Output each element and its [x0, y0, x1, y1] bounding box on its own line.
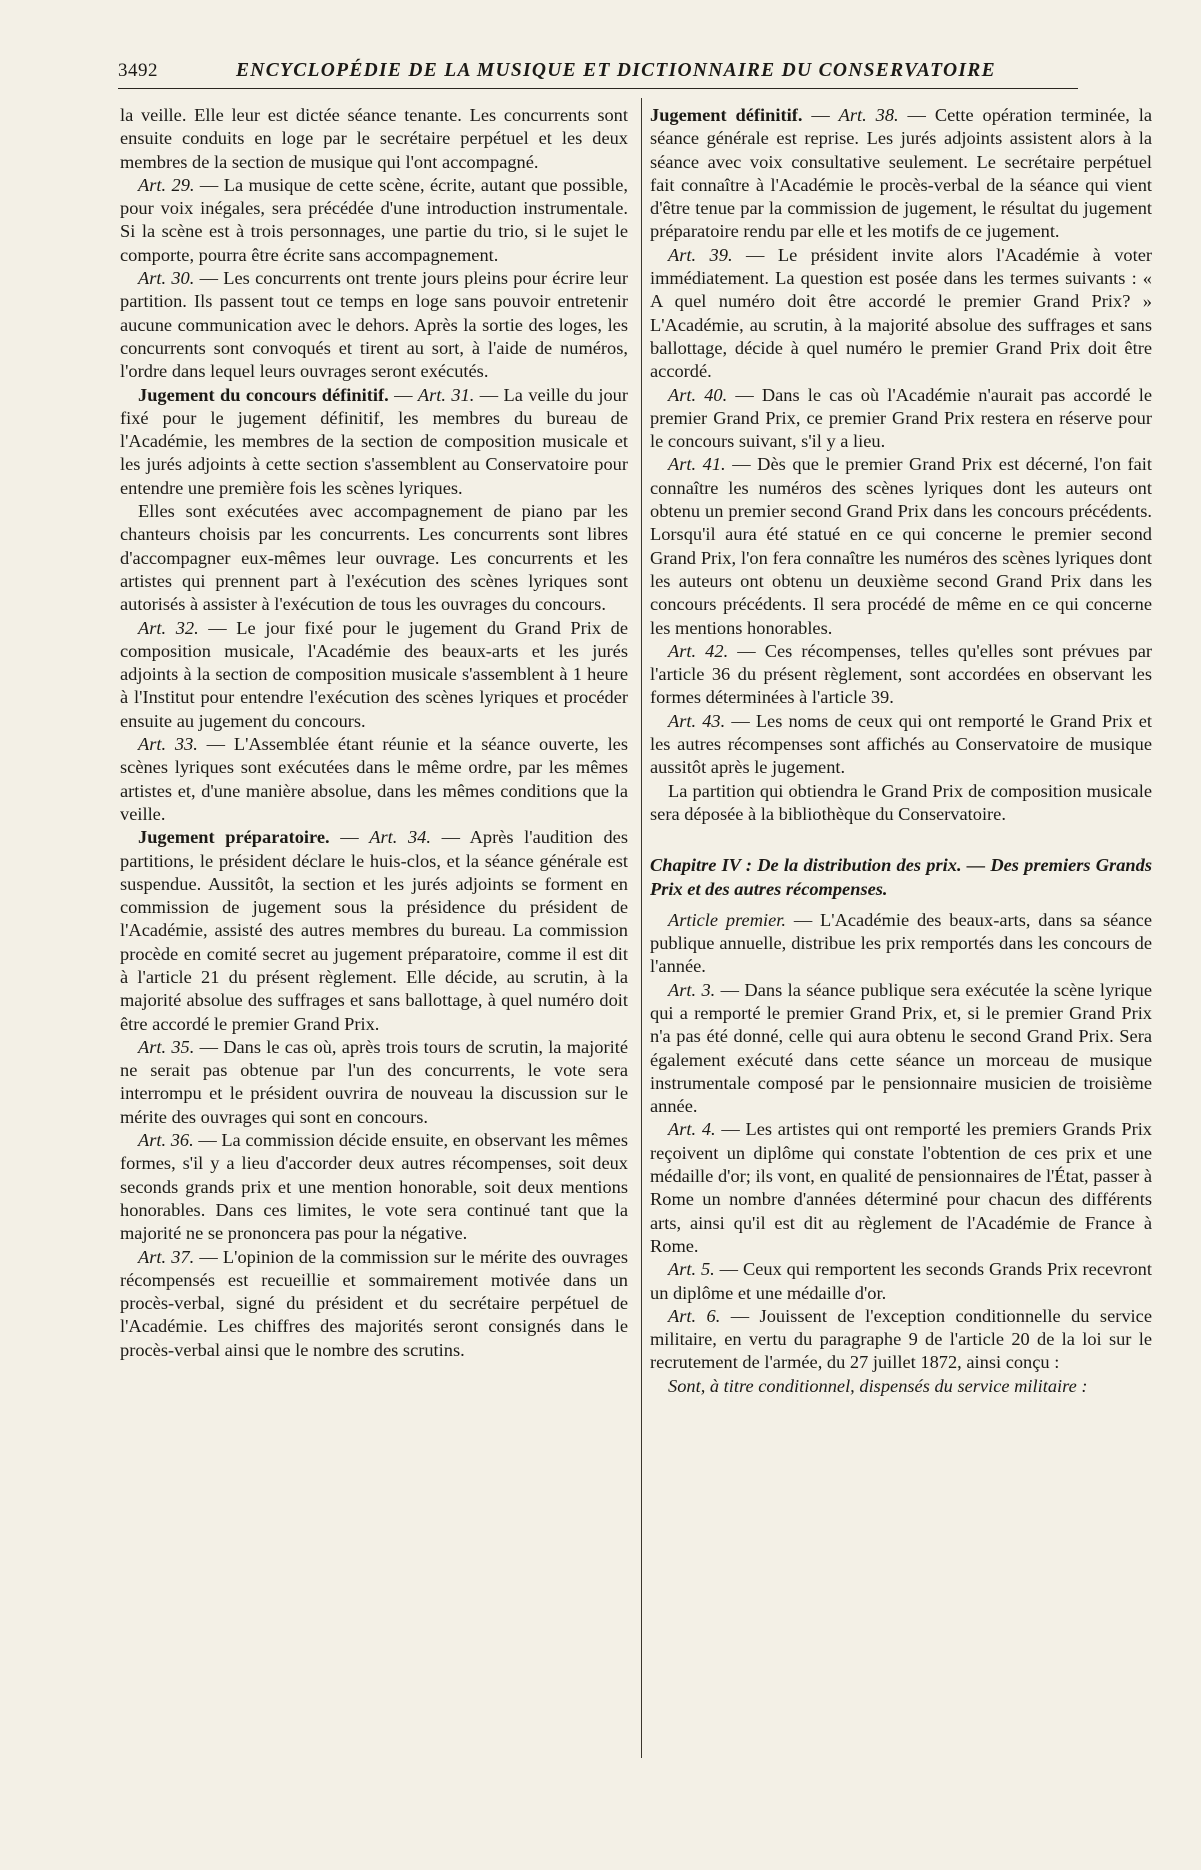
article-label: Art. 30. — [138, 268, 195, 289]
running-head: ENCYCLOPÉDIE DE LA MUSIQUE ET DICTIONNAIRE DU CONSERVATOIRE — [236, 60, 996, 81]
article-text: — Ceux qui remportent les seconds Grands Prix recevront un diplôme et une médaille d'or. — [650, 1259, 1152, 1303]
paragraph — [650, 384, 1152, 454]
article-text: — Les concurrents ont trente jours pleins pour écrire leur partition. Ils passent tout ce temps en loge sans pouvoir entretenir aucune communication avec le dehors. Après la sortie des loges, les concurrents sont convoqués et tirent au sort, à l'aide de numéros, l'ordre dans lequel leurs ouvrages seront exécutés. — [120, 268, 628, 382]
article-label: Art. 35. — [138, 1036, 195, 1057]
article-label: Art. 40. — [668, 384, 728, 405]
dash-separator: — — [388, 384, 418, 405]
article-text: — L'Assemblée étant réunie et la séance ouverte, les scènes lyriques sont exécutées dans le même ordre, par les mêmes artistes et, d'une manière absolue, dans les mêmes conditions que la veille. — [120, 734, 628, 824]
column-divider — [641, 98, 642, 1758]
paragraph — [650, 909, 1152, 979]
article-text: — La veille du jour fixé pour le jugement définitif, les membres du bureau de l'Académie, les membres de la section de composition musicale et les jurés adjoints à cette section s'assemblent au Conservatoire pour entendre une première fois les scènes lyriques. — [120, 384, 628, 498]
paragraph — [120, 1246, 628, 1362]
article-label: Art. 34. — [369, 827, 431, 848]
paragraph — [120, 174, 628, 267]
article-text: — Le jour fixé pour le jugement du Grand Prix de composition musicale, l'Académie des beaux-arts et les jurés adjoints à la section de composition musicale s'assemblent à 1 heure à l'Institut pour entendre l'exécution des scènes lyriques et procéder ensuite au jugement du concours. — [120, 617, 629, 731]
paragraph — [120, 1129, 628, 1245]
section-subheading: Jugement du concours définitif. — [138, 384, 389, 405]
article-label: Art. 32. — [138, 617, 199, 638]
article-label: Art. 38. — [838, 105, 899, 125]
paragraph — [120, 384, 628, 500]
article-label: Art. 31. — [417, 384, 475, 405]
paragraph — [650, 244, 1152, 384]
paragraph — [650, 104, 1152, 244]
article-label: Art. 4. — [668, 1119, 716, 1140]
article-text: — Les noms de ceux qui ont remporté le Grand Prix et les autres récompenses sont affichés au Conservatoire de musique aussitôt après le jugement. — [650, 710, 1152, 778]
dash-separator: — — [329, 827, 370, 848]
paragraph — [120, 267, 628, 383]
article-text: — L'Académie des beaux-arts, dans sa séance publique annuelle, distribue les prix remportés dans les concours de l'année. — [650, 909, 1152, 977]
article-text: — Cette opération terminée, la séance générale est reprise. Les jurés adjoints assistent alors à la séance avec voix consultative seulement. Le secrétaire perpétuel fait connaître à l'Académie le procès-verbal de la séance qui vient d'être tenue par la commission de jugement, le résultat du jugement préparatoire rendu par elle et les motifs de ce jugement. — [650, 105, 1153, 242]
article-label: Art. 33. — [138, 734, 198, 755]
paragraph: la veille. Elle leur est dictée séance tenante. Les concurrents sont ensuite conduits en loge par le secrétaire perpétuel et les deux membres de la section de musique qui l'ont accompagné. — [120, 105, 628, 172]
chapter-heading: Chapitre IV : De la distribution des prix. — Des premiers Grands Prix et des autres récompenses. — [650, 855, 1152, 899]
article-text: — Jouissent de l'exception conditionnelle du service militaire, en vertu du paragraphe 9 de l'article 20 de la loi sur le recrutement de l'armée, du 27 juillet 1872, ainsi conçu : — [650, 1305, 1152, 1373]
paragraph — [650, 1118, 1152, 1258]
paragraph — [650, 710, 1152, 780]
left-column — [120, 104, 628, 1362]
paragraph — [650, 1305, 1152, 1375]
paragraph — [650, 640, 1152, 710]
paragraph: La partition qui obtiendra le Grand Prix de composition musicale sera déposée à la bibliothèque du Conservatoire. — [650, 780, 1152, 824]
dash-separator: — — [802, 105, 839, 125]
paragraph — [650, 979, 1152, 1119]
article-text: — Les artistes qui ont remporté les premiers Grands Prix reçoivent un diplôme qui constate l'obtention de ces prix et une médaille d'or; ils vont, en qualité de pensionnaires de l'État, passer à Rome un nombre d'années déterminé pour chacun des différents arts, ainsi qu'il est dit au règlement de l'Académie de France à Rome. — [650, 1119, 1152, 1256]
article-label: Art. 39. — [668, 244, 733, 265]
page-header — [118, 58, 1078, 89]
section-subheading: Jugement préparatoire. — [138, 827, 330, 848]
article-label: Art. 37. — [138, 1246, 195, 1267]
paragraph — [650, 1375, 1152, 1398]
paragraph — [120, 617, 628, 733]
paragraph — [650, 1258, 1152, 1305]
article-label: Art. 29. — [138, 174, 195, 195]
article-text: — L'opinion de la commission sur le mérite des ouvrages récompensés est recueillie et sommairement motivée dans un procès-verbal, signé du président et du secrétaire perpétuel de l'Académie. Les chiffres des majorités seront consignés dans le procès-verbal ainsi que le nombre des scrutins. — [120, 1246, 628, 1360]
paragraph: Elles sont exécutées avec accompagnement de piano par les chanteurs choisis par les concurrents. Les concurrents sont libres d'accompagner eux-mêmes leur ouvrage. Les concurrents et les artistes qui prennent part à l'exécution des scènes lyriques sont autorisés à assister à l'exécution de tous les ouvrages du concours. — [120, 501, 628, 615]
paragraph — [120, 1036, 628, 1129]
article-text: — La musique de cette scène, écrite, autant que possible, pour voix inégales, sera précédée d'une introduction instrumentale. Si la scène est à trois personnages, une partie du trio, si le sujet le comporte, pourra être écrite sans accompagnement. — [120, 174, 628, 265]
article-label: Art. 43. — [668, 710, 726, 731]
article-text: — Dans le cas où, après trois tours de scrutin, la majorité ne serait pas obtenue par l'un des concurrents, le vote sera interrompu et le président ouvrira de nouveau la discussion sur le mérite des ouvrages qui sont en concours. — [120, 1036, 628, 1127]
page-number: 3492 — [118, 60, 158, 81]
article-text: — Le président invite alors l'Académie à voter immédiatement. La question est posée dans les termes suivants : « A quel numéro doit être accordé le premier Grand Prix? » L'Académie, au scrutin, à la majorité absolue des suffrages et sans ballottage, décide à quel numéro le premier Grand Prix doit être accordé. — [650, 244, 1153, 382]
article-label: Article premier. — [668, 909, 786, 930]
article-label: Art. 42. — [668, 640, 729, 661]
article-text: — Ces récompenses, telles qu'elles sont prévues par l'article 36 du présent règlement, sont accordées en observant les formes déterminées à l'article 39. — [650, 640, 1153, 708]
section-subheading: Jugement définitif. — [650, 105, 803, 125]
right-column — [650, 104, 1152, 1398]
article-label: Art. 3. — [668, 979, 716, 1000]
article-label: Art. 5. — [668, 1259, 715, 1280]
article-label: Art. 36. — [138, 1130, 194, 1151]
italic-text: Sont, à titre conditionnel, dispensés du service militaire : — [668, 1375, 1088, 1396]
paragraph — [120, 733, 628, 826]
article-label: Art. 41. — [668, 454, 726, 475]
article-text: — Dans la séance publique sera exécutée la scène lyrique qui a remporté le premier Grand Prix, et, si le premier Grand Prix n'a pas été donné, celle qui aura obtenu le second Grand Prix. Sera également exécuté dans cette séance un morceau de musique instrumentale composé par le pensionnaire musicien de troisième année. — [650, 979, 1152, 1117]
paragraph — [120, 826, 628, 1036]
article-text: — Dans le cas où l'Académie n'aurait pas accordé le premier Grand Prix, ce premier Grand Prix restera en réserve pour le concours suivant, s'il y a lieu. — [650, 384, 1152, 452]
article-text: — La commission décide ensuite, en observant les mêmes formes, s'il y a lieu d'accorder deux autres récompenses, soit deux seconds grands prix et une mention honorable, soit deux mentions honorables. Dans ces limites, le vote sera continué tant que la majorité ne se prononcera pas pour la négative. — [120, 1130, 628, 1244]
article-text: — Après l'audition des partitions, le président déclare le huis-clos, et la séance générale est suspendue. Aussitôt, la section et les jurés adjoints se forment en commission de jugement sous la présidence du président de l'Académie, assisté des autres membres du bureau. La commission procède en comité secret au jugement préparatoire, comme il est dit à l'article 21 du présent règlement. Elle décide, au scrutin, à la majorité absolue des suffrages et sans ballottage, à quel numéro doit être accordé le premier Grand Prix. — [120, 827, 628, 1034]
paragraph — [650, 453, 1152, 639]
article-text: — Dès que le premier Grand Prix est décerné, l'on fait connaître les numéros des scènes lyriques dont les auteurs ont obtenu un premier second Grand Prix dans les concours précédents. Lorsqu'il aura été statué en ce qui concerne le premier second Grand Prix, l'on fera connaître les numéros des scènes lyriques dont les auteurs ont obtenu un deuxième second Grand Prix dans les concours précédents. Il sera procédé de même en ce qui concerne les mentions honorables. — [650, 454, 1152, 638]
article-label: Art. 6. — [668, 1305, 721, 1326]
